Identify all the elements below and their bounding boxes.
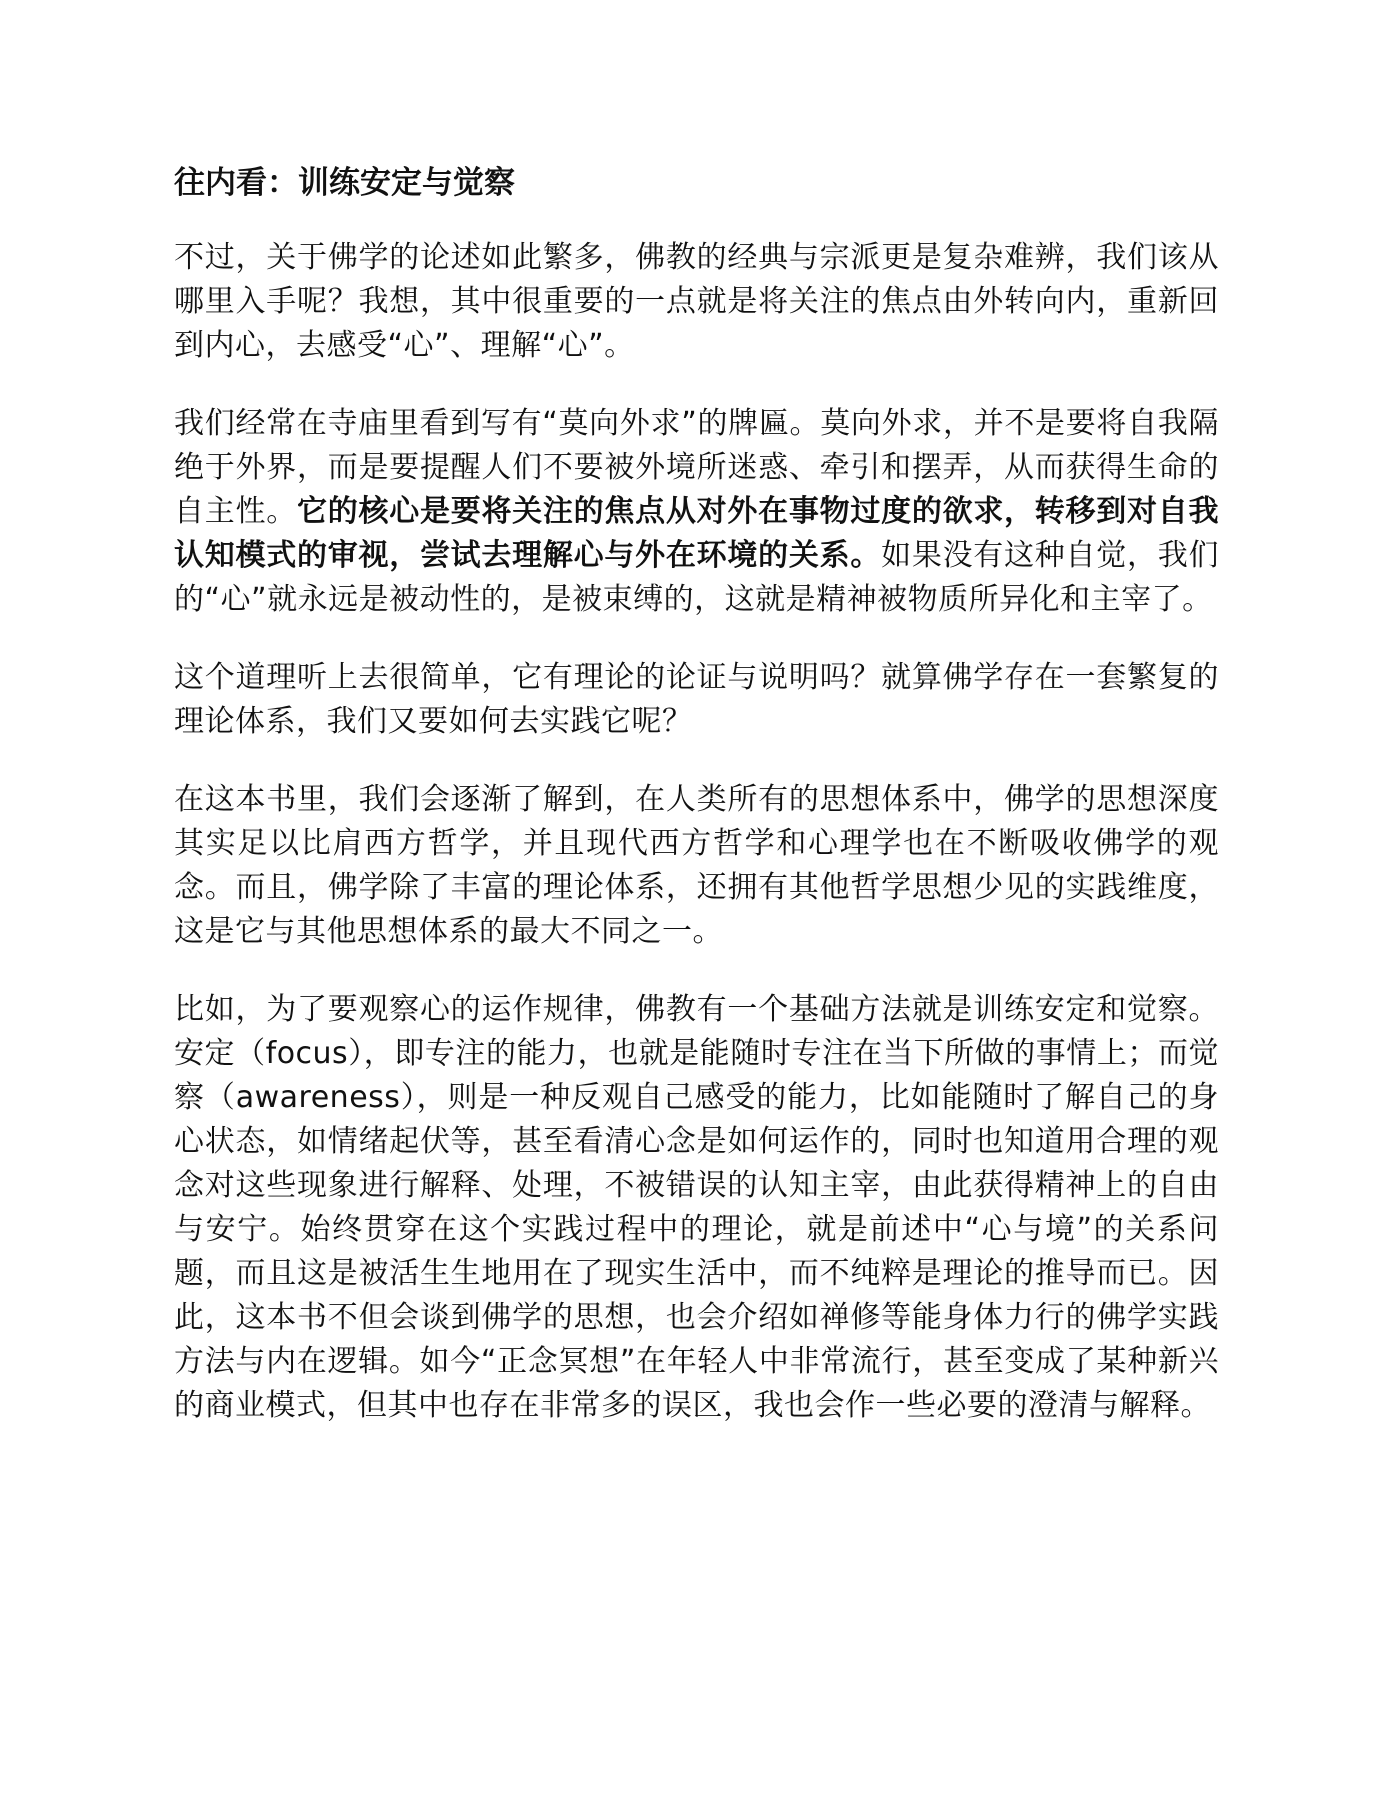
document-page	[174, 160, 1219, 1462]
paragraph-2-text-end: 如果没有这种自觉，我们的“心”就永远是被动性的，是被束缚的，这就是精神被物质所异化和主宰了。	[174, 538, 1220, 617]
paragraph-3: 这个道理听上去很简单，它有理论的论证与说明吗？就算佛学存在一套繁复的理论体系，我们又要如何去实践它呢？	[174, 660, 1219, 739]
paragraph-5: 比如，为了要观察心的运作规律，佛教有一个基础方法就是训练安定和觉察。安定（focus），即专注的能力，也就是能随时专注在当下所做的事情上；而觉察（awareness），则是一种反观自己感受的能力，比如能随时了解自己的身心状态，如情绪起伏等，甚至看清心念是如何运作的，同时也知道用合理的观念对这些现象进行解释、处理，不被错误的认知主宰，由此获得精神上的自由与安宁。始终贯穿在这个实践过程中的理论，就是前述中“心与境”的关系问题，而且这是被活生生地用在了现实生活中，而不纯粹是理论的推导而已。因此，这本书不但会谈到佛学的思想，也会介绍如禅修等能身体力行的佛学实践方法与内在逻辑。如今“正念冥想”在年轻人中非常流行，甚至变成了某种新兴的商业模式，但其中也存在非常多的误区，我也会作一些必要的澄清与解释。	[174, 992, 1219, 1423]
paragraph-1: 不过，关于佛学的论述如此繁多，佛教的经典与宗派更是复杂难辨，我们该从哪里入手呢？我想，其中很重要的一点就是将关注的焦点由外转向内，重新回到内心，去感受“心”、理解“心”。	[174, 240, 1219, 363]
paragraph-2-bold-text: 它的核心是要将关注的焦点从对外在事物过度的欲求，转移到对自我认知模式的审视，尝试去理解心与外在环境的关系。	[174, 494, 1220, 573]
paragraph-4: 在这本书里，我们会逐渐了解到，在人类所有的思想体系中，佛学的思想深度其实足以比肩西方哲学，并且现代西方哲学和心理学也在不断吸收佛学的观念。而且，佛学除了丰富的理论体系，还拥有其他哲学思想少见的实践维度，这是它与其他思想体系的最大不同之一。	[174, 782, 1219, 949]
paragraph-2	[174, 402, 1219, 622]
section-title: 往内看：训练安定与觉察	[174, 165, 515, 201]
paragraph-2-text-start: 我们经常在寺庙里看到写有“莫向外求”的牌匾。莫向外求，并不是要将自我隔绝于外界，而是要提醒人们不要被外境所迷惑、牵引和摆弄，从而获得生命的自主性。	[174, 406, 1219, 529]
